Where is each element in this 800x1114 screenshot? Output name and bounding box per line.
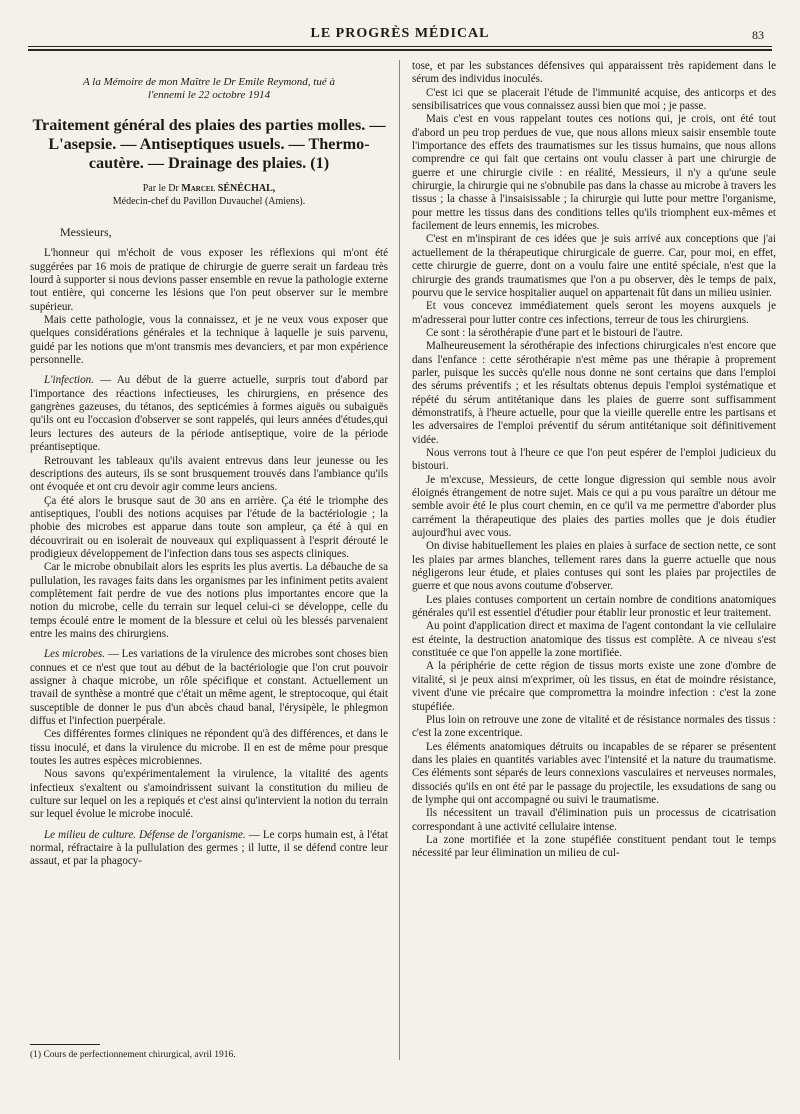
- dedication-line-2: l'ennemi le 22 octobre 1914: [147, 89, 271, 101]
- column-divider: [399, 60, 400, 1060]
- paragraph: Mais c'est en vous rappelant toutes ces notions qui, je crois, ont été tout d'abord un peu trop perdues de vue, que nous allons mieux saisir ensemble toute l'importance des effets des traumatismes sur les tissus humains, que nous allons comprendre ce qui fait que certains ont voulu classer à part une chirurgie de guerre et une chirurgie civile : en réalité, Messieurs, il n'y a qu'une seule chirurgie, la chirurgie qui ne s'obnubile pas dans la chasse au microbe à travers les tissus ; la chasse à l'insaisissable ; la chirurgie qui lutte pour mettre l'organisme, pour mettre les tissus dans des conditions telles qu'ils triomphent eux-mêmes et facilement de leurs ennemis, les microbes.: [412, 113, 776, 233]
- page-number: 83: [752, 28, 764, 42]
- paragraph: Malheureusement la sérothérapie des infections chirurgicales n'est encore que dans l'enfance : cette sérothérapie n'est même pas une thérapie à proprement parler, puisque les succès qu'elle nous donne ne sont certains que dans l'emploi des sérums préventifs ; et les résultats obtenus depuis l'emploi systématique et répété du sérum antitétanique dans les plaies de guerre sont suffisamment démonstratifs, à l'heure actuelle, pour que la vieille querelle entre les partisans et les adversaires de l'emploi préventif du sérum antitétanique soit définitivement vidée.: [412, 340, 776, 446]
- paragraph: Mais cette pathologie, vous la connaissez, et je ne veux vous exposer que quelques considérations générales et la technique à laquelle je suis parvenu, guidé par les notions que m'ont transmis mes devanciers, et par mon expérience personnelle.: [30, 314, 388, 367]
- paragraph: Car le microbe obnubilait alors les esprits les plus avertis. La débauche de sa pullulation, les ravages faits dans les organismes par les infiniment petits avaient complètement fait perdre de vue des notions plus importantes encore que la notion du microbe, celle du terrain sur lequel celui-ci se développe, celle du temps écoulé entre le moment de la blessure et celui où les blessés parvenaient entre les mains des chirurgiens.: [30, 561, 388, 640]
- left-column: [30, 62, 388, 869]
- section-microbes: [30, 648, 388, 728]
- paragraph: Au point d'application direct et maxima de l'agent contondant la vie cellulaire est éteinte, la destruction anatomique des tissus est complète. A ce niveau s'est constituée ce que l'on appelle la zone mortifiée.: [412, 620, 776, 660]
- section-heading: L'infection.: [44, 374, 94, 387]
- header-rule: [28, 46, 772, 47]
- section-heading: Le milieu de culture. Défense de l'organisme.: [44, 828, 246, 841]
- paragraph: Ce sont : la sérothérapie d'une part et le bistouri de l'autre.: [426, 326, 683, 339]
- paragraph: C'est ici que se placerait l'étude de l'immunité acquise, des anticorps et des sensibilisatrices que vous connaissez aussi bien que moi ; je passe.: [412, 86, 776, 113]
- paragraph: C'est en m'inspirant de ces idées que je suis arrivé aux conceptions que j'ai actuellement de la thérapeutique chirurgicale de guerre. Car, pour moi, en effet, cette chirurgie de guerre, dont on a voulu faire une entité spéciale, n'est que la chirurgie des grands traumatismes que l'on a pu observer, dès le temps de paix, pourvu que le service hospitalier auquel on appartenait fût dans un milieu usinier.: [412, 233, 776, 299]
- section-milieu: [30, 829, 388, 869]
- paragraph: On divise habituellement les plaies en plaies à surface de section nette, ce sont les plaies par armes blanches, tellement rares dans la guerre actuelle que nous négligerons leur étude, et plaies contuses qui sont les plaies par projectiles de guerre et que nous avons coutume d'observer.: [412, 540, 776, 593]
- salutation: Messieurs,: [60, 225, 112, 239]
- paragraph: Nous verrons tout à l'heure ce que l'on peut espérer de l'emploi judicieux du bistouri.: [412, 446, 776, 473]
- article-title: Traitement général des plaies des parties molles. — L'asepsie. — Antiseptiques usuels. — Thermo-cautère. — Drainage des plaies. (1): [32, 116, 386, 172]
- paragraph: Les éléments anatomiques détruits ou incapables de se réparer se présentent dans les plaies en quantités variables avec l'intensité et la nature du traumatisme. Ces éléments sont séparés de leurs connexions vasculaires et nerveuses normales, dissociés qu'ils en ont été par le passage du projectile, les exsudations de sang ou de lymphe qui ont accompagné ou suivi le traumatisme.: [412, 740, 776, 806]
- dedication-line-1: A la Mémoire de mon Maître le Dr Emile Reymond, tué à: [83, 76, 335, 88]
- paragraph: — Les variations de la virulence des microbes sont choses bien connues et ce n'est que tout au début de la bactériologie que l'on crut pouvoir assigner à chaque microbe, un rôle spécifique et constant. Actuellement un travail de synthèse a montré que c'était un même agent, le streptocoque, qui était susceptible de donner le pus d'un abcès chaud banal, l'érysipèle, le phlegmon diffus et l'infection puerpérale.: [30, 648, 388, 728]
- header-rule-thick: [28, 49, 772, 51]
- author-affiliation: Médecin-chef du Pavillon Duvauchel (Amiens).: [112, 196, 306, 207]
- section-heading: Les microbes.: [44, 648, 105, 661]
- footnote: (1) Cours de perfectionnement chirurgical, avril 1916.: [30, 1050, 236, 1060]
- right-column: [412, 60, 776, 861]
- paragraph: — Au début de la guerre actuelle, surpris tout d'abord par l'importance des réactions infectieuses, les chirurgiens, en présence des gangrènes gazeuses, du tétanos, des septicémies à formes aiguës ou subaiguës qu'ils ont eu l'occasion d'observer se sont rappelés, qui leurs années d'études,qui leurs lectures des auteurs de la période antiseptique, voire de la période préantiseptique.: [30, 374, 388, 454]
- paragraph: Nous savons qu'expérimentalement la virulence, la vitalité des agents infectieux s'exaltent ou s'amoindrissent suivant la constitution du milieu de culture sur lequel on les a repiqués et c'est ainsi qu'intervient la notion du terrain sur lequel évolue le microbe inoculé.: [30, 768, 388, 821]
- paragraph: tose, et par les substances défensives qui apparaissent très rapidement dans le sérum des individus inoculés.: [412, 60, 776, 86]
- paragraph: A la périphérie de cette région de tissus morts existe une zone d'ombre de vitalité, si je peux ainsi m'exprimer, où les tissus, en état de moindre résistance, vivent d'une vie précaire que compromettra la moindre infection : c'est la zone stupéfiée.: [412, 660, 776, 713]
- author-name: Marcel SÉNÉCHAL,: [181, 183, 276, 194]
- dedication: [30, 62, 388, 102]
- footnote-rule: [30, 1044, 100, 1045]
- section-infection: [30, 374, 388, 454]
- paragraph: Ces différentes formes cliniques ne répondent qu'à des différences, et dans le tissu inoculé, et dans la virulence du microbe. Il en est de même pour presque toutes les autres espèces microbiennes.: [30, 728, 388, 768]
- paragraph: L'honneur qui m'échoit de vous exposer les réflexions qui m'ont été suggérées par 16 mois de pratique de chirurgie de guerre serait un fardeau très lourd à supporter si nous devions passer ensemble en revue la pathologie externe tout entière, qui concerne les lésions que l'on peut observer sur le membre supérieur.: [30, 247, 388, 313]
- byline: [30, 182, 388, 208]
- paragraph: Ça été alors le brusque saut de 30 ans en arrière. Ça été le triomphe des antiseptiques, l'oubli des notions acquises par l'étude de la bactériologie ; la phobie des microbes est apparue dans toute son ampleur, ça été à qui en découvrirait ou en isolerait de nouveaux qui expliquassent à l'esprit dérouté le prodigieux développement de l'infection dans tous ses aspects cliniques.: [30, 494, 388, 560]
- paragraph: Retrouvant les tableaux qu'ils avaient entrevus dans leur jeunesse ou les descriptions des auteurs, ils se sont brusquement trouvés dans l'ambiance qu'ils ont évoquée et ont cru devoir agir comme leurs anciens.: [30, 454, 388, 494]
- paragraph: Ils nécessitent un travail d'élimination puis un processus de cicatrisation correspondant à une activité cellulaire intense.: [412, 807, 776, 833]
- paragraph: La zone mortifiée et la zone stupéfiée constituent pendant tout le temps nécessité par leur élimination un milieu de cul-: [412, 833, 776, 860]
- paragraph: Les plaies contuses comportent un certain nombre de conditions anatomiques générales qu'il est essentiel d'étudier pour établir leur pronostic et leur traitement.: [412, 593, 776, 620]
- paragraph: — Le corps humain est, à l'état normal, réfractaire à la pullulation des germes ; il lutte, il se défend contre leur assaut, et par la phagocy-: [30, 828, 389, 868]
- paragraph: Et vous concevez immédiatement quels seront les moyens auxquels je m'adresserai pour lutter contre ces infections, terreur de tous les chirurgiens.: [412, 300, 776, 326]
- journal-title: LE PROGRÈS MÉDICAL: [310, 26, 490, 41]
- page-header: [28, 22, 772, 46]
- paragraph: Je m'excuse, Messieurs, de cette longue digression qui semble nous avoir éloignés étrangement de notre sujet. Mais ce qui a pu vous paraître un détour me semble avoir été le plus court chemin, en ce qu'il va me permettre d'aborder plus carrément la thérapeutique des plaies des parties molles que je dois étudier aujourd'hui avec vous.: [412, 473, 776, 540]
- author-prefix: Par le Dr: [142, 183, 179, 194]
- paragraph: Plus loin on retrouve une zone de vitalité et de résistance normales des tissus : c'est la zone excentrique.: [412, 713, 776, 740]
